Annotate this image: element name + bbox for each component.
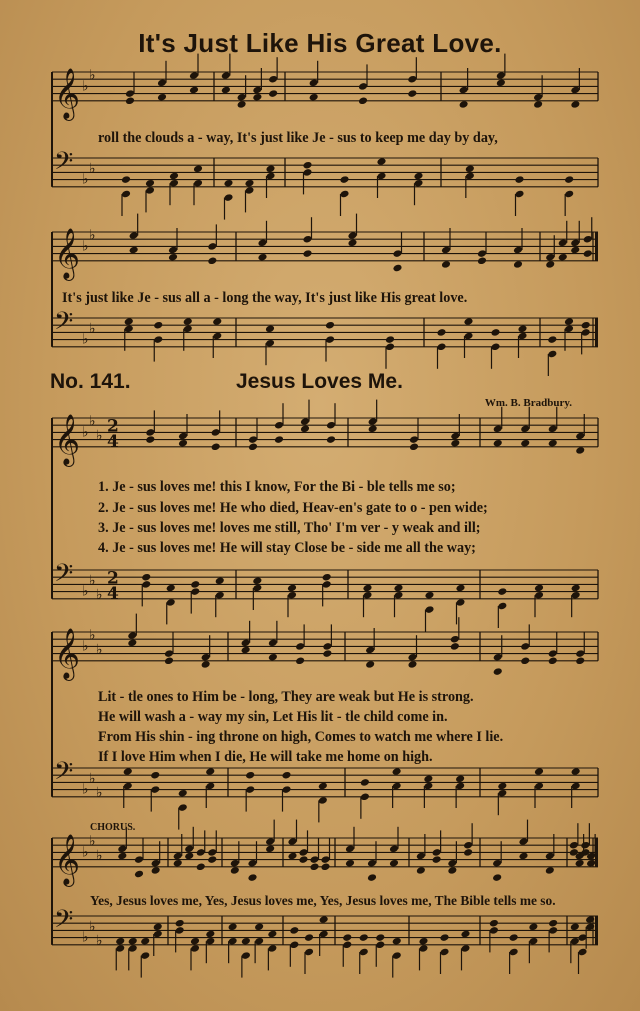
note-head bbox=[117, 852, 127, 861]
flat-sign-icon: ♭ bbox=[82, 331, 89, 348]
note-head bbox=[124, 317, 134, 326]
note-head bbox=[407, 89, 417, 98]
note-head bbox=[490, 328, 500, 337]
note-head bbox=[244, 179, 254, 188]
flat-sign-icon: ♭ bbox=[96, 933, 103, 950]
note-head bbox=[141, 573, 151, 582]
note-head bbox=[125, 96, 135, 105]
hymn-title-great-love: It's Just Like His Great Love. bbox=[138, 28, 502, 58]
verse-3-part-a: 3. Je - sus loves me! loves me still, Tho' I'm ver - y weak and ill; bbox=[98, 520, 481, 536]
note-head bbox=[230, 866, 240, 875]
note-head bbox=[252, 576, 262, 585]
note-head bbox=[358, 96, 368, 105]
note-head bbox=[533, 100, 543, 109]
note-head bbox=[221, 86, 231, 95]
note-head bbox=[205, 767, 215, 776]
note-head bbox=[207, 855, 217, 864]
note-head bbox=[237, 100, 247, 109]
verse-1-part-b: Lit - tle ones to Him be - long, They are weak but He is strong. bbox=[98, 689, 474, 705]
note-head bbox=[347, 238, 357, 247]
treble-clef-icon: 𝄞 bbox=[54, 413, 81, 465]
flat-sign-icon: ♭ bbox=[82, 583, 89, 600]
note-head bbox=[450, 439, 460, 448]
bass-clef-icon: 𝄢 bbox=[54, 146, 74, 182]
note-head bbox=[489, 919, 499, 928]
note-head bbox=[455, 774, 465, 783]
note-head bbox=[151, 866, 161, 875]
treble-clef-icon: 𝄞 bbox=[54, 627, 81, 679]
note-head bbox=[302, 249, 312, 258]
flat-sign-icon: ♭ bbox=[96, 642, 103, 658]
time-signature-bottom: 4 bbox=[107, 583, 119, 604]
note-head bbox=[164, 656, 174, 665]
time-signature-top: 2 bbox=[107, 568, 119, 589]
flat-sign-icon: ♭ bbox=[89, 160, 96, 177]
note-head bbox=[392, 767, 402, 776]
note-head bbox=[289, 926, 299, 935]
note-head bbox=[447, 866, 457, 875]
note-head bbox=[190, 580, 200, 589]
note-head bbox=[581, 321, 591, 330]
note-head bbox=[570, 246, 580, 255]
final-barline bbox=[595, 318, 598, 347]
time-signature-top: 2 bbox=[107, 416, 119, 437]
note-head bbox=[548, 656, 558, 665]
note-head bbox=[178, 789, 188, 798]
note-head bbox=[318, 782, 328, 791]
note-head bbox=[228, 922, 238, 931]
note-head bbox=[459, 100, 469, 109]
note-head bbox=[309, 93, 319, 102]
chorus-label: CHORUS. bbox=[90, 822, 136, 833]
note-head bbox=[215, 576, 225, 585]
note-head bbox=[134, 870, 144, 879]
note-head bbox=[342, 933, 352, 942]
note-head bbox=[274, 435, 284, 444]
note-head bbox=[439, 933, 449, 942]
note-head bbox=[418, 937, 428, 946]
chorus-lyric: Yes, Jesus loves me, Yes, Jesus loves me, Yes, Jesus loves me, The Bible tells me so. bbox=[90, 893, 556, 908]
note-head bbox=[241, 646, 251, 655]
note-head bbox=[460, 930, 470, 939]
treble-clef-icon: 𝄞 bbox=[54, 67, 81, 119]
final-barline bbox=[595, 916, 598, 945]
note-head bbox=[450, 642, 460, 651]
note-head bbox=[254, 922, 264, 931]
verse-4-part-b: If I love Him when I die, He will take me home on high. bbox=[98, 749, 433, 765]
note-head bbox=[497, 587, 507, 596]
note-head bbox=[393, 584, 403, 593]
note-head bbox=[493, 439, 503, 448]
note-head bbox=[153, 321, 163, 330]
composer-credit: Wm. B. Bradbury. bbox=[484, 397, 572, 409]
flat-sign-icon: ♭ bbox=[82, 171, 89, 188]
note-head bbox=[153, 922, 163, 931]
note-head bbox=[407, 660, 417, 669]
note-head bbox=[586, 859, 596, 868]
note-head bbox=[157, 93, 167, 102]
note-head bbox=[190, 937, 200, 946]
bass-clef-icon: 𝄢 bbox=[54, 306, 74, 342]
note-head bbox=[575, 859, 585, 868]
verse-3-part-b: From His shin - ing throne on high, Comes to watch me where I lie. bbox=[98, 729, 504, 745]
note-head bbox=[517, 324, 527, 333]
flat-sign-icon: ♭ bbox=[89, 227, 96, 244]
verse-4-part-a: 4. Je - sus loves me! He will stay Close be - side me all the way; bbox=[98, 540, 476, 556]
flat-sign-icon: ♭ bbox=[96, 785, 103, 802]
note-head bbox=[575, 656, 585, 665]
note-head bbox=[295, 656, 305, 665]
note-head bbox=[189, 86, 199, 95]
note-head bbox=[376, 157, 386, 166]
note-head bbox=[571, 767, 581, 776]
note-head bbox=[528, 922, 538, 931]
note-head bbox=[300, 424, 310, 433]
note-head bbox=[575, 446, 585, 455]
hymn-number: No. 141. bbox=[50, 370, 131, 393]
note-head bbox=[389, 859, 399, 868]
note-head bbox=[129, 246, 139, 255]
note-head bbox=[423, 774, 433, 783]
note-head bbox=[304, 933, 314, 942]
note-head bbox=[302, 161, 312, 170]
note-head bbox=[319, 915, 329, 924]
note-head bbox=[570, 922, 580, 931]
time-signature-bottom: 4 bbox=[107, 431, 119, 452]
note-head bbox=[585, 915, 595, 924]
note-head bbox=[184, 852, 194, 861]
lyric-line-2: It's just like Je - sus all a - long the way, It's just like His great love. bbox=[62, 290, 468, 306]
note-head bbox=[265, 324, 275, 333]
lyric-line-1: roll the clouds a - way, It's just like Je - sus to keep me day by day, bbox=[98, 130, 498, 146]
note-head bbox=[193, 164, 203, 173]
note-head bbox=[518, 852, 528, 861]
flat-sign-icon: ♭ bbox=[96, 848, 103, 864]
note-head bbox=[267, 930, 277, 939]
note-head bbox=[509, 933, 519, 942]
note-head bbox=[492, 873, 502, 882]
note-head bbox=[339, 175, 349, 184]
note-head bbox=[534, 584, 544, 593]
note-head bbox=[268, 653, 278, 662]
note-head bbox=[558, 253, 568, 262]
note-head bbox=[465, 164, 475, 173]
note-head bbox=[287, 852, 297, 861]
note-head bbox=[496, 78, 506, 87]
flat-sign-icon: ♭ bbox=[89, 413, 96, 430]
treble-clef-icon: 𝄞 bbox=[54, 227, 81, 279]
note-head bbox=[493, 667, 503, 676]
note-head bbox=[173, 859, 183, 868]
note-head bbox=[257, 253, 267, 262]
flat-sign-icon: ♭ bbox=[89, 770, 96, 787]
note-head bbox=[201, 660, 211, 669]
note-head bbox=[413, 172, 423, 181]
note-head bbox=[432, 855, 442, 864]
bass-clef-icon: 𝄢 bbox=[54, 904, 74, 940]
flat-sign-icon: ♭ bbox=[82, 781, 89, 798]
note-head bbox=[514, 175, 524, 184]
note-head bbox=[178, 439, 188, 448]
bass-clef-icon: 𝄢 bbox=[54, 558, 74, 594]
note-head bbox=[196, 862, 206, 871]
flat-sign-icon: ♭ bbox=[96, 587, 103, 604]
note-head bbox=[570, 100, 580, 109]
note-head bbox=[441, 260, 451, 269]
note-head bbox=[534, 767, 544, 776]
note-head bbox=[115, 937, 125, 946]
note-head bbox=[287, 584, 297, 593]
note-head bbox=[166, 584, 176, 593]
note-head bbox=[183, 317, 193, 326]
note-head bbox=[463, 317, 473, 326]
verse-1-part-a: 1. Je - sus loves me! this I know, For the Bi - ble tells me so; bbox=[98, 479, 456, 495]
note-head bbox=[150, 771, 160, 780]
verse-2-part-b: He will wash a - way my sin, Let His lit - tle child come in. bbox=[98, 709, 448, 725]
flat-sign-icon: ♭ bbox=[82, 78, 89, 95]
note-head bbox=[409, 442, 419, 451]
note-head bbox=[268, 89, 278, 98]
note-head bbox=[385, 335, 395, 344]
note-head bbox=[436, 328, 446, 337]
note-head bbox=[169, 172, 179, 181]
note-head bbox=[513, 260, 523, 269]
note-head bbox=[564, 317, 574, 326]
note-head bbox=[281, 771, 291, 780]
note-head bbox=[247, 873, 257, 882]
note-head bbox=[298, 855, 308, 864]
final-barline bbox=[595, 232, 598, 261]
flat-sign-icon: ♭ bbox=[89, 627, 96, 644]
note-head bbox=[309, 862, 319, 871]
treble-clef-icon: 𝄞 bbox=[54, 833, 81, 885]
note-head bbox=[548, 439, 558, 448]
note-head bbox=[367, 873, 377, 882]
flat-sign-icon: ♭ bbox=[89, 67, 96, 84]
note-head bbox=[140, 937, 150, 946]
flat-sign-icon: ♭ bbox=[96, 428, 103, 444]
verse-2-part-a: 2. Je - sus loves me! He who died, Heav-en's gate to o - pen wide; bbox=[98, 500, 488, 516]
note-head bbox=[571, 584, 581, 593]
note-head bbox=[245, 771, 255, 780]
note-head bbox=[345, 859, 355, 868]
note-head bbox=[375, 933, 385, 942]
note-head bbox=[548, 919, 558, 928]
note-head bbox=[477, 256, 487, 265]
flat-sign-icon: ♭ bbox=[89, 320, 96, 337]
note-head bbox=[545, 866, 555, 875]
flat-sign-icon: ♭ bbox=[82, 638, 89, 655]
note-head bbox=[265, 164, 275, 173]
note-head bbox=[362, 584, 372, 593]
note-head bbox=[322, 649, 332, 658]
note-head bbox=[365, 660, 375, 669]
note-head bbox=[265, 844, 275, 853]
note-head bbox=[145, 179, 155, 188]
note-head bbox=[360, 778, 370, 787]
flat-sign-icon: ♭ bbox=[82, 424, 89, 441]
flat-sign-icon: ♭ bbox=[89, 918, 96, 935]
flat-sign-icon: ♭ bbox=[89, 833, 96, 850]
note-head bbox=[416, 866, 426, 875]
note-head bbox=[211, 442, 221, 451]
note-head bbox=[368, 424, 378, 433]
note-head bbox=[359, 933, 369, 942]
note-head bbox=[205, 930, 215, 939]
note-head bbox=[145, 435, 155, 444]
note-head bbox=[320, 862, 330, 871]
flat-sign-icon: ♭ bbox=[82, 238, 89, 255]
note-head bbox=[212, 317, 222, 326]
note-head bbox=[252, 93, 262, 102]
note-head bbox=[248, 442, 258, 451]
hymn-title-jesus-loves-me: Jesus Loves Me. bbox=[236, 370, 403, 393]
flat-sign-icon: ♭ bbox=[82, 929, 89, 946]
note-head bbox=[207, 256, 217, 265]
note-head bbox=[463, 848, 473, 857]
note-head bbox=[583, 249, 593, 258]
note-head bbox=[128, 937, 138, 946]
note-head bbox=[326, 435, 336, 444]
note-head bbox=[392, 937, 402, 946]
note-head bbox=[223, 179, 233, 188]
note-head bbox=[168, 253, 178, 262]
note-head bbox=[455, 584, 465, 593]
note-head bbox=[325, 321, 335, 330]
note-head bbox=[121, 175, 131, 184]
bass-clef-icon: 𝄢 bbox=[54, 756, 74, 792]
flat-sign-icon: ♭ bbox=[89, 572, 96, 589]
flat-sign-icon: ♭ bbox=[82, 844, 89, 861]
note-head bbox=[175, 919, 185, 928]
note-head bbox=[545, 260, 555, 269]
note-head bbox=[520, 439, 530, 448]
note-head bbox=[520, 656, 530, 665]
note-head bbox=[392, 264, 402, 273]
note-head bbox=[322, 573, 332, 582]
note-head bbox=[241, 937, 251, 946]
note-head bbox=[547, 335, 557, 344]
note-head bbox=[424, 591, 434, 600]
note-head bbox=[123, 767, 133, 776]
note-head bbox=[497, 782, 507, 791]
note-head bbox=[564, 175, 574, 184]
note-head bbox=[127, 638, 137, 647]
